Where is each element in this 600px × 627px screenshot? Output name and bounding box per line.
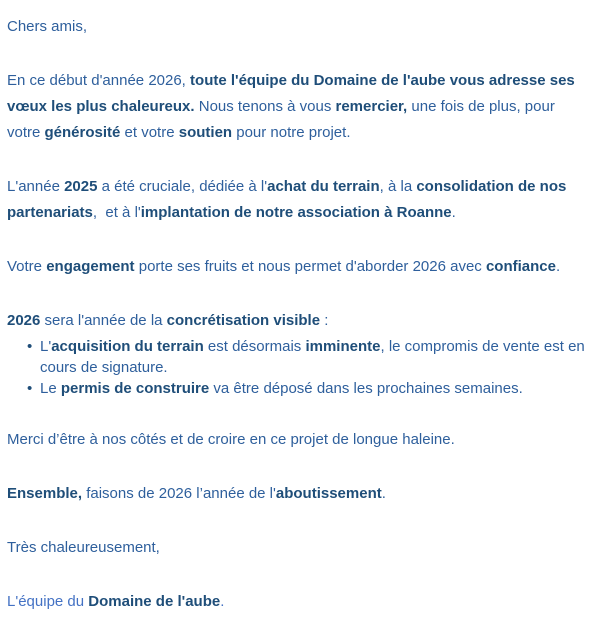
bold-text-run: engagement [46, 258, 135, 275]
text-run: a été cruciale, dédiée à l' [97, 178, 268, 195]
text-run: L'année [7, 178, 65, 195]
text-run: Nous tenons à vous [194, 98, 336, 115]
bold-text-run: implantation de notre association à Roanne [140, 204, 452, 221]
bold-text-run: toute l'équipe du Domaine de l'aube vous adresse ses vœux les plus chaleureux. [7, 72, 579, 115]
text-run: L'équipe du [7, 593, 89, 610]
text-run: faisons de 2026 l’année de l' [82, 485, 276, 502]
letter-paragraph [7, 427, 590, 453]
text-run: , et à l' [92, 204, 141, 221]
bold-text-run: 2025 [64, 178, 98, 195]
text-run: sera l'année de la [40, 312, 167, 329]
text-run: Chers amis, [7, 18, 88, 35]
bold-text-run: remercier, [335, 98, 408, 115]
bullet-item [7, 336, 590, 378]
text-run: . [556, 258, 561, 275]
signature-line [7, 589, 590, 615]
text-run: . [220, 593, 225, 610]
bold-text-run: soutien [178, 124, 233, 141]
text-run: L' [40, 338, 52, 355]
bold-text-run: concrétisation visible [166, 312, 321, 329]
bold-text-run: consolidation de nos partenariats [7, 178, 571, 221]
text-run: : [320, 312, 329, 329]
bold-text-run: Domaine de l'aube [88, 593, 221, 610]
letter-paragraph [7, 68, 590, 146]
text-run: . [451, 204, 456, 221]
bold-text-run: confiance [485, 258, 556, 275]
bullet-item [7, 378, 590, 399]
text-run: et votre [120, 124, 179, 141]
bullet-list [7, 336, 590, 399]
letter-paragraph [7, 14, 590, 40]
text-run: porte ses fruits et nous permet d'aborder 2026 avec [134, 258, 486, 275]
letter-paragraph [7, 174, 590, 226]
bold-text-run: 2026 [7, 312, 41, 329]
bold-text-run: Ensemble, [7, 485, 83, 502]
text-run: . [381, 485, 386, 502]
text-run: va être déposé dans les prochaines semaines. [209, 380, 523, 397]
bullet-icon: • [27, 338, 33, 355]
text-run: , à la [379, 178, 417, 195]
letter-paragraph [7, 308, 590, 334]
bold-text-run: imminente [305, 338, 381, 355]
letter-paragraph [7, 254, 590, 280]
text-run: Très chaleureusement, [7, 539, 160, 556]
text-run: pour notre projet. [232, 124, 351, 141]
bold-text-run: aboutissement [275, 485, 382, 502]
text-run: , le compromis de vente est en cours de signature. [40, 338, 589, 376]
letter-paragraph [7, 481, 590, 507]
text-run: Merci d’être à nos côtés et de croire en ce projet de longue haleine. [7, 431, 455, 448]
bold-text-run: achat du terrain [267, 178, 380, 195]
text-run: une fois de plus, pour votre [7, 98, 560, 141]
text-run: Le [40, 380, 61, 397]
bold-text-run: permis de construire [60, 380, 210, 397]
text-run: Votre [7, 258, 47, 275]
bold-text-run: acquisition du terrain [51, 338, 204, 355]
bullet-icon: • [27, 380, 33, 397]
text-run: est désormais [203, 338, 306, 355]
letter-paragraph [7, 535, 590, 561]
bold-text-run: générosité [44, 124, 121, 141]
text-run: En ce début d'année 2026, [7, 72, 191, 89]
